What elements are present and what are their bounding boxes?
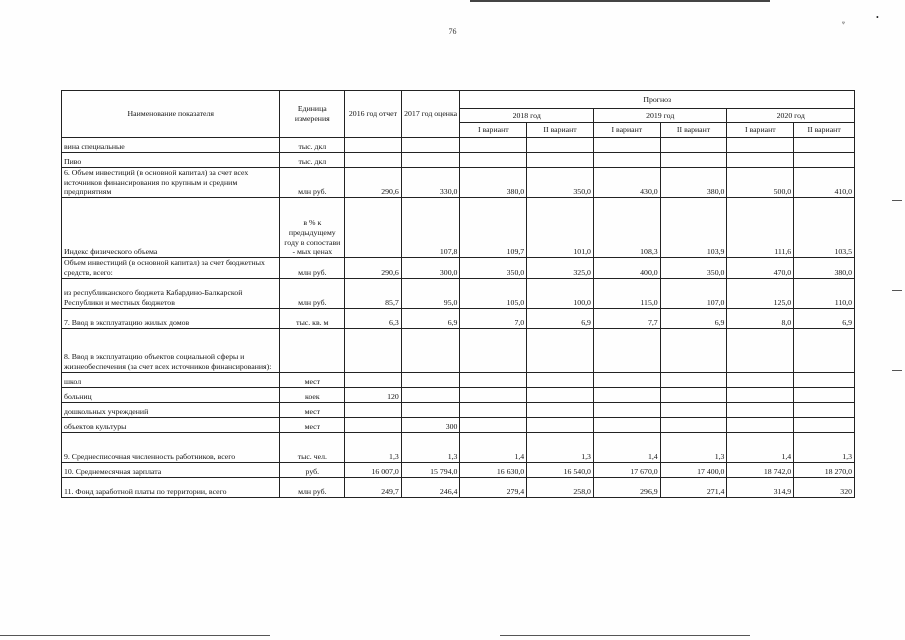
value-cell <box>345 138 402 153</box>
row-name: Объем инвестиций (в основной капитал) за счет бюджетных средств, всего: <box>62 258 280 278</box>
value-cell: 6,9 <box>794 308 855 328</box>
table-row <box>62 387 855 402</box>
value-cell <box>401 153 460 168</box>
value-cell: 1,4 <box>593 432 660 462</box>
row-unit: коек <box>280 387 345 402</box>
value-cell: 271,4 <box>660 477 727 497</box>
value-cell: 107,8 <box>401 198 460 258</box>
value-cell <box>727 328 794 372</box>
value-cell: 296,9 <box>593 477 660 497</box>
value-cell: 115,0 <box>593 278 660 308</box>
value-cell <box>527 153 594 168</box>
row-name: 8. Ввод в эксплуатацию объектов социальной сферы и жизнеобеспечения (за счет всех источников финансирования): <box>62 328 280 372</box>
row-unit: млн руб. <box>280 477 345 497</box>
value-cell: 1,3 <box>660 432 727 462</box>
value-cell: 1,3 <box>401 432 460 462</box>
row-name: дошкольных учреждений <box>62 402 280 417</box>
row-name: Пиво <box>62 153 280 168</box>
value-cell: 1,4 <box>727 432 794 462</box>
header-variant-1: I вариант <box>593 123 660 138</box>
value-cell <box>727 138 794 153</box>
value-cell <box>660 328 727 372</box>
value-cell: 6,9 <box>527 308 594 328</box>
value-cell: 1,3 <box>527 432 594 462</box>
value-cell <box>460 153 527 168</box>
row-name: 10. Среднемесячная зарплата <box>62 462 280 477</box>
value-cell: 300,0 <box>401 258 460 278</box>
value-cell: 17 670,0 <box>593 462 660 477</box>
value-cell <box>593 387 660 402</box>
value-cell: 103,9 <box>660 198 727 258</box>
value-cell <box>345 328 402 372</box>
header-variant-2: II вариант <box>660 123 727 138</box>
value-cell: 350,0 <box>527 168 594 198</box>
header-name: Наименование показателя <box>62 91 280 138</box>
value-cell <box>401 372 460 387</box>
value-cell: 110,0 <box>794 278 855 308</box>
value-cell: 16 630,0 <box>460 462 527 477</box>
value-cell: 410,0 <box>794 168 855 198</box>
value-cell <box>345 402 402 417</box>
value-cell: 105,0 <box>460 278 527 308</box>
table-row <box>62 138 855 153</box>
row-name: Индекс физического объема <box>62 198 280 258</box>
value-cell: 330,0 <box>401 168 460 198</box>
header-forecast: Прогноз <box>460 91 855 109</box>
value-cell: 300 <box>401 417 460 432</box>
header-2017: 2017 год оценка <box>401 91 460 138</box>
value-cell <box>727 372 794 387</box>
value-cell <box>460 387 527 402</box>
value-cell <box>460 417 527 432</box>
value-cell <box>727 402 794 417</box>
value-cell: 470,0 <box>727 258 794 278</box>
table-row <box>62 462 855 477</box>
table-row <box>62 198 855 258</box>
value-cell: 6,9 <box>660 308 727 328</box>
value-cell: 314,9 <box>727 477 794 497</box>
value-cell: 1,4 <box>460 432 527 462</box>
row-unit: млн руб. <box>280 258 345 278</box>
value-cell <box>794 138 855 153</box>
value-cell <box>593 417 660 432</box>
value-cell: 15 794,0 <box>401 462 460 477</box>
header-variant-1: I вариант <box>727 123 794 138</box>
value-cell <box>401 402 460 417</box>
value-cell <box>527 328 594 372</box>
header-unit: Единица измерения <box>280 91 345 138</box>
margin-dash <box>892 370 902 371</box>
value-cell: 125,0 <box>727 278 794 308</box>
value-cell: 111,6 <box>727 198 794 258</box>
value-cell: 120 <box>345 387 402 402</box>
corner-mark-right: • <box>876 13 879 22</box>
value-cell <box>794 417 855 432</box>
table-row <box>62 372 855 387</box>
value-cell <box>593 138 660 153</box>
row-name: 7. Ввод в эксплуатацию жилых домов <box>62 308 280 328</box>
value-cell <box>794 328 855 372</box>
table-row <box>62 153 855 168</box>
row-unit: руб. <box>280 462 345 477</box>
header-2016: 2016 год отчет <box>345 91 402 138</box>
value-cell <box>660 372 727 387</box>
value-cell <box>460 138 527 153</box>
value-cell: 290,6 <box>345 258 402 278</box>
row-unit: в % к предыдущему году в сопостави - мых ценах <box>280 198 345 258</box>
forecast-table <box>61 90 855 498</box>
table-row <box>62 402 855 417</box>
value-cell <box>593 372 660 387</box>
value-cell: 1,3 <box>794 432 855 462</box>
value-cell <box>401 138 460 153</box>
row-unit: мест <box>280 372 345 387</box>
top-edge-line <box>470 0 770 2</box>
header-2018: 2018 год <box>460 109 594 123</box>
value-cell <box>727 417 794 432</box>
value-cell: 430,0 <box>593 168 660 198</box>
value-cell: 95,0 <box>401 278 460 308</box>
value-cell: 100,0 <box>527 278 594 308</box>
table-row <box>62 168 855 198</box>
value-cell: 320 <box>794 477 855 497</box>
value-cell <box>527 138 594 153</box>
value-cell <box>460 402 527 417</box>
corner-mark-left: ᵩ <box>842 16 845 25</box>
value-cell: 290,6 <box>345 168 402 198</box>
value-cell <box>727 387 794 402</box>
value-cell: 380,0 <box>460 168 527 198</box>
row-name: 9. Среднесписочная численность работников, всего <box>62 432 280 462</box>
margin-dash <box>892 200 902 201</box>
page-number: 76 <box>448 27 457 36</box>
value-cell: 7,0 <box>460 308 527 328</box>
value-cell <box>660 402 727 417</box>
table-row <box>62 258 855 278</box>
value-cell <box>593 153 660 168</box>
value-cell: 85,7 <box>345 278 402 308</box>
value-cell: 350,0 <box>460 258 527 278</box>
row-unit: млн руб. <box>280 168 345 198</box>
value-cell <box>794 402 855 417</box>
value-cell: 380,0 <box>794 258 855 278</box>
value-cell <box>794 387 855 402</box>
value-cell: 18 742,0 <box>727 462 794 477</box>
row-name: больниц <box>62 387 280 402</box>
row-name: из республиканского бюджета Кабардино-Балкарской Республики и местных бюджетов <box>62 278 280 308</box>
margin-dash <box>892 290 902 291</box>
value-cell: 258,0 <box>527 477 594 497</box>
value-cell: 279,4 <box>460 477 527 497</box>
table-row <box>62 477 855 497</box>
value-cell <box>727 153 794 168</box>
bottom-edge-line <box>0 635 270 636</box>
header-variant-2: II вариант <box>527 123 594 138</box>
value-cell <box>527 417 594 432</box>
value-cell: 400,0 <box>593 258 660 278</box>
row-unit <box>280 328 345 372</box>
row-unit: тыс. кв. м <box>280 308 345 328</box>
value-cell: 350,0 <box>660 258 727 278</box>
value-cell <box>660 138 727 153</box>
value-cell <box>460 328 527 372</box>
value-cell: 108,3 <box>593 198 660 258</box>
value-cell <box>345 153 402 168</box>
value-cell: 6,3 <box>345 308 402 328</box>
row-name: объектов культуры <box>62 417 280 432</box>
value-cell: 16 540,0 <box>527 462 594 477</box>
header-2020: 2020 год <box>727 109 855 123</box>
row-unit: млн руб. <box>280 278 345 308</box>
value-cell <box>460 372 527 387</box>
row-name: школ <box>62 372 280 387</box>
value-cell: 7,7 <box>593 308 660 328</box>
row-name: 11. Фонд заработной платы по территории, всего <box>62 477 280 497</box>
value-cell <box>527 387 594 402</box>
table-row <box>62 328 855 372</box>
value-cell <box>527 402 594 417</box>
value-cell <box>660 417 727 432</box>
row-unit: мест <box>280 402 345 417</box>
value-cell <box>593 402 660 417</box>
value-cell <box>345 417 402 432</box>
value-cell: 380,0 <box>660 168 727 198</box>
value-cell <box>345 198 402 258</box>
value-cell <box>593 328 660 372</box>
value-cell: 6,9 <box>401 308 460 328</box>
value-cell: 107,0 <box>660 278 727 308</box>
value-cell <box>794 372 855 387</box>
value-cell: 500,0 <box>727 168 794 198</box>
value-cell: 18 270,0 <box>794 462 855 477</box>
value-cell <box>345 372 402 387</box>
value-cell <box>401 328 460 372</box>
value-cell <box>660 387 727 402</box>
value-cell <box>527 372 594 387</box>
value-cell: 1,3 <box>345 432 402 462</box>
value-cell: 109,7 <box>460 198 527 258</box>
value-cell <box>660 153 727 168</box>
row-unit: тыс. дкл <box>280 138 345 153</box>
row-name: вина специальные <box>62 138 280 153</box>
value-cell: 103,5 <box>794 198 855 258</box>
value-cell <box>794 153 855 168</box>
header-2019: 2019 год <box>593 109 727 123</box>
value-cell <box>401 387 460 402</box>
table-row <box>62 278 855 308</box>
header-variant-2: II вариант <box>794 123 855 138</box>
value-cell: 249,7 <box>345 477 402 497</box>
row-unit: тыс. чел. <box>280 432 345 462</box>
table-row <box>62 417 855 432</box>
value-cell: 16 007,0 <box>345 462 402 477</box>
value-cell: 17 400,0 <box>660 462 727 477</box>
value-cell: 246,4 <box>401 477 460 497</box>
row-unit: тыс. дкл <box>280 153 345 168</box>
value-cell: 325,0 <box>527 258 594 278</box>
table-row <box>62 308 855 328</box>
value-cell: 8,0 <box>727 308 794 328</box>
header-variant-1: I вариант <box>460 123 527 138</box>
value-cell: 101,0 <box>527 198 594 258</box>
table-row <box>62 432 855 462</box>
row-unit: мест <box>280 417 345 432</box>
row-name: 6. Объем инвестиций (в основной капитал) за счет всех источников финансирования по крупным и средним предприятиям <box>62 168 280 198</box>
bottom-edge-line <box>500 635 750 636</box>
